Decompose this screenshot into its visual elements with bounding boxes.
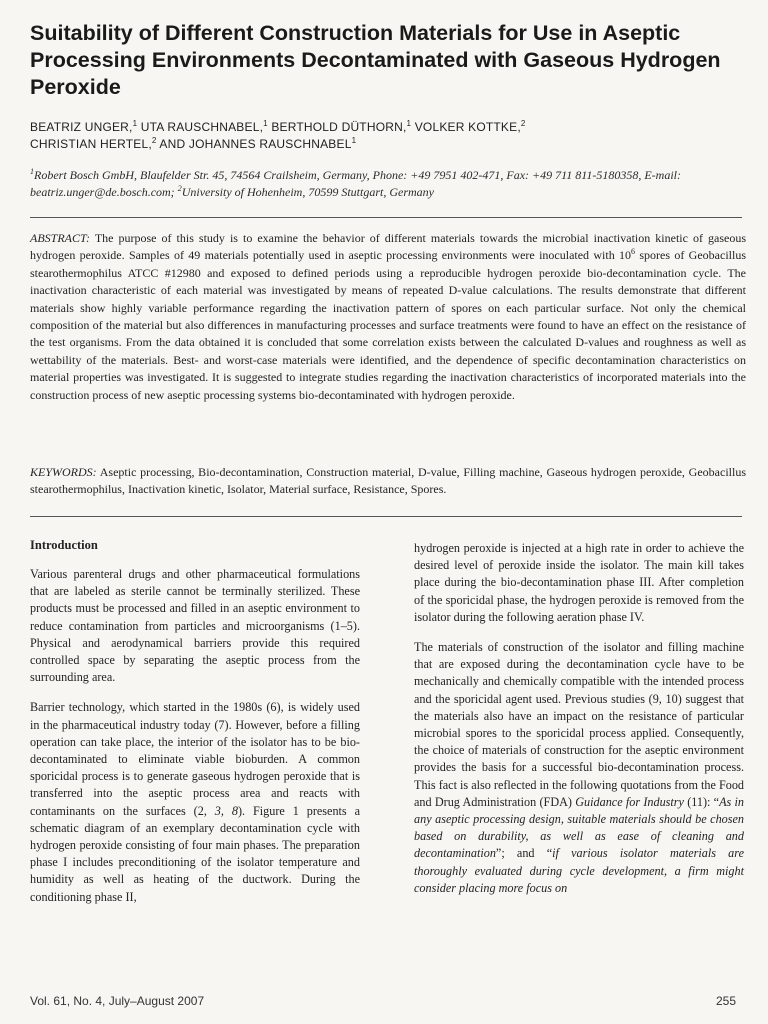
left-column xyxy=(30,537,360,919)
author-affil-mark: 2 xyxy=(151,136,157,145)
author-list xyxy=(30,119,740,153)
article-title: Suitability of Different Construction Materials for Use in Aseptic Processing Environments Decontaminated with Gaseous Hydrogen Peroxide xyxy=(30,21,721,99)
paragraph-text: ). Figure 1 presents a schematic diagram of an exemplary decontamination cycle with hydrogen peroxide consisting of four main phases. The preparation phase I includes preconditioning of the isolator temperature and humidity as well as heating of the ductwork. During the conditioning phase II, xyxy=(30,803,360,904)
author-affil-mark: 1 xyxy=(132,119,138,128)
author-affil-mark: 1 xyxy=(351,136,357,145)
author-name: UTA RAUSCHNABEL, xyxy=(137,120,264,134)
paragraph-text: The materials of construction of the isolator and filling machine that are exposed during the decontamination cycle have to be mechanically and chemically compatible with the intended process and the sporicidal agent used. Previous studies (9, 10) suggest that the materials also have an impact on the resistance of particular microbial spores to the sporicidal process applied. Consequently, the choice of materials of construction for the aseptic environment provides the basis for a successful bio-decontamination process. This fact is also reflected in the following quotations from the Food and Drug Administration (FDA) xyxy=(414,640,745,809)
journal-citation: Vol. 61, No. 4, July–August 2007 xyxy=(30,994,205,1008)
author-name: AND JOHANNES RAUSCHNABEL xyxy=(156,137,352,151)
author-affil-mark: 1 xyxy=(263,119,268,128)
affil-mark: 2 xyxy=(177,184,182,193)
page-number: 255 xyxy=(716,994,737,1008)
abstract-label: ABSTRACT: xyxy=(30,231,91,245)
paragraph-text: (11): “ xyxy=(683,794,720,809)
author-name: BEATRIZ UNGER, xyxy=(30,120,133,134)
affil-text: Robert Bosch GmbH, Blaufelder Str. 45, 74564 Crailsheim, Germany, Phone: +49 7951 402-471, Fax: +49 711 811-5180358, E-mail: beatriz.unger@de.bosch.com; xyxy=(30,168,682,199)
paragraph: hydrogen peroxide is injected at a high rate in order to achieve the desired level of peroxide inside the isolator. The main kill takes place during the bio-decontamination phase III. After completion of the sporicidal phase, the hydrogen peroxide is removed from the isolator during the following aeration phase IV. xyxy=(414,541,744,624)
author-affil-mark: 2 xyxy=(520,119,526,128)
affil-text: University of Hohenheim, 70599 Stuttgart, Germany xyxy=(181,185,434,199)
keywords-text: Aseptic processing, Bio-decontamination, Construction material, D-value, Filling machine, Gaseous hydrogen peroxide, Geobacillus stearothermophilus, Inactivation kinetic, Isolator, Material surface, Resistance, Spores. xyxy=(30,465,746,497)
author-affil-mark: 1 xyxy=(406,119,412,128)
right-column xyxy=(414,540,744,910)
affil-mark: 1 xyxy=(30,167,34,176)
top-divider xyxy=(30,217,742,218)
abstract-superscript: 6 xyxy=(631,247,636,257)
section-divider xyxy=(30,516,742,517)
author-name: CHRISTIAN HERTEL, xyxy=(30,137,152,151)
paragraph xyxy=(414,639,744,897)
affiliations xyxy=(30,167,745,201)
keywords xyxy=(30,464,746,499)
paragraph-text: ”; and “ xyxy=(495,846,553,861)
abstract xyxy=(30,230,746,404)
paragraph xyxy=(30,699,360,905)
abstract-text: The purpose of this study is to examine the behavior of different materials towards the microbial inactivation kinetic of gaseous hydrogen peroxide. Samples of 49 materials potentially used in aseptic processing environments were inoculated with 10 xyxy=(30,231,746,263)
author-name: BERTHOLD DÜTHORN, xyxy=(267,120,407,134)
paragraph: Various parenteral drugs and other pharmaceutical formulations that are labeled as sterile cannot be terminally sterilized. These products must be processed and filled in an aseptic environment to reduce contamination from particles and microorganisms (1–5). Physical and aerodynamical barriers provide this required controlled space by separating the aseptic process from the surrounding area. xyxy=(30,567,360,685)
document-title-italic: Guidance for Industry xyxy=(575,794,684,809)
citation-italic: 3, 8 xyxy=(214,803,238,818)
keywords-label: KEYWORDS: xyxy=(30,465,97,479)
author-name: VOLKER KOTTKE, xyxy=(411,120,521,134)
quotation-italic: if various isolator materials are thoroughly evaluated during cycle development, a firm might consider placing more focus on xyxy=(414,846,744,895)
section-heading: Introduction xyxy=(30,538,98,552)
paragraph-text: Barrier technology, which started in the 1980s (6), is widely used in the pharmaceutical industry today (7). However, before a filling operation can take place, the interior of the isolator has to be bio-decontaminated to eliminate viable bioburden. A common sporicidal process is to generate gaseous hydrogen peroxide that is transferred into the aseptic process area and reacts with contaminants on the surfaces (2, xyxy=(30,700,360,818)
abstract-text: spores of Geobacillus stearothermophilus ATCC #12980 and exposed to defined periods using a reproducible hydrogen peroxide bio-decontamination cycle. The inactivation characteristic of each material was investigated by means of repeated D-value calculations. The results demonstrate that different materials show highly variable performance regarding the inactivation pattern of spores on each particular surface. Not only the chemical composition of the material but also differences in manufacturing processes and surface treatments were found to have an effect on the resistance of the test organisms. From the data obtained it is concluded that some correlation exists between the calculated D-values and roughness as well as wettability of the materials. Best- and worst-case materials were identified, and the dependence of specific decontamination characteristics on material properties was investigated. It is suggested to integrate studies regarding the inactivation characteristics of incorporated materials into the construction process of new aseptic processing systems bio-decontaminated with hydrogen peroxide. xyxy=(30,248,746,402)
quotation-italic: As in any aseptic processing design, suitable materials should be chosen based on durability, as well as ease of cleaning and decontamination xyxy=(414,794,745,861)
